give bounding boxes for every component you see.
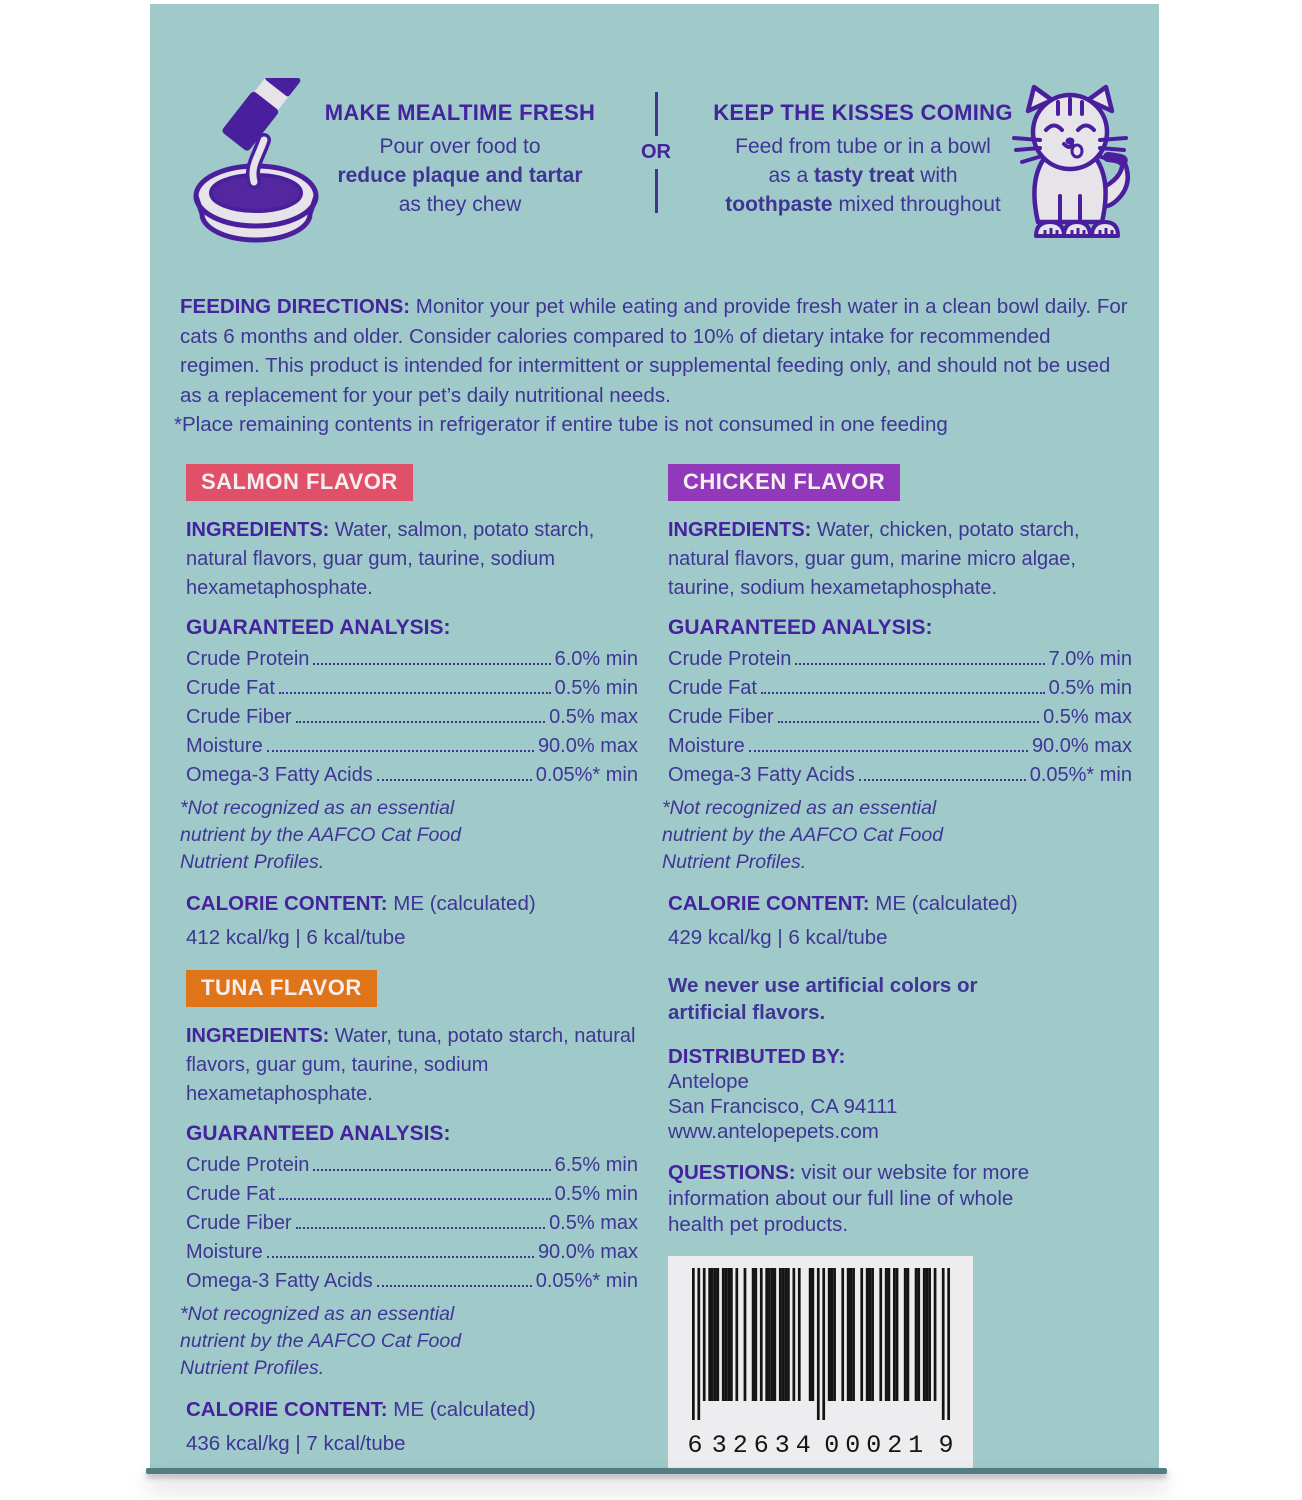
- ingredients: INGREDIENTS: Water, tuna, potato starch, natural flavors, guar gum, taurine, sodium hexametaphosphate.: [186, 1025, 636, 1105]
- calorie-value: 412 kcal/kg | 6 kcal/tube: [186, 926, 406, 949]
- aafco-footnote: *Not recognized as an essential nutrient by the AAFCO Cat Food Nutrient Profiles.: [662, 797, 944, 873]
- leader-dots: [761, 692, 1045, 694]
- leader-dots: [377, 1285, 532, 1287]
- analysis-row: Crude Fiber 0.5% max: [186, 706, 638, 728]
- guaranteed-analysis-table: [668, 645, 1132, 790]
- company-info-section: [668, 972, 1132, 1468]
- banner-left-line2: reduce plaque and tartar: [337, 164, 583, 187]
- banner-left: [312, 100, 608, 219]
- leader-dots: [795, 663, 1044, 665]
- ingredients: INGREDIENTS: Water, chicken, potato starch, natural flavors, guar gum, marine micro algae, taurine, sodium hexametaphosphate.: [668, 519, 1080, 599]
- no-artificial-statement: We never use artificial colors or artificial flavors.: [668, 974, 978, 1024]
- banner-left-line1: Pour over food to: [379, 135, 541, 158]
- salmon-flavor-section: [180, 464, 638, 950]
- leader-dots: [279, 1198, 551, 1200]
- leader-dots: [778, 721, 1039, 723]
- leader-dots: [267, 1256, 534, 1258]
- analysis-row: Crude Protein 6.0% min: [186, 648, 638, 670]
- or-label: OR: [641, 141, 671, 163]
- feeding-directions-label: FEEDING DIRECTIONS:: [180, 295, 411, 318]
- leader-dots: [267, 750, 534, 752]
- banner-left-line3: as they chew: [398, 193, 522, 216]
- chicken-flavor-badge: CHICKEN FLAVOR: [668, 464, 900, 501]
- feeding-directions-footnote: *Place remaining contents in refrigerator if entire tube is not consumed in one feeding: [174, 413, 948, 436]
- leader-dots: [279, 692, 551, 694]
- calorie-value: 429 kcal/kg | 6 kcal/tube: [668, 926, 888, 949]
- analysis-row: Crude Fat 0.5% min: [668, 677, 1132, 699]
- guaranteed-analysis-label: GUARANTEED ANALYSIS:: [186, 1122, 451, 1145]
- aafco-footnote: *Not recognized as an essential nutrient by the AAFCO Cat Food Nutrient Profiles.: [180, 797, 462, 873]
- guaranteed-analysis-table: [186, 1151, 638, 1296]
- banner-right: [690, 100, 1036, 219]
- analysis-row: Omega-3 Fatty Acids 0.05%* min: [186, 1270, 638, 1292]
- guaranteed-analysis-table: [186, 645, 638, 790]
- banner-right-title: KEEP THE KISSES COMING: [713, 100, 1013, 125]
- banner-right-line2: as a tasty treat with: [768, 164, 958, 187]
- questions-note: QUESTIONS: visit our website for more information about our full line of whole health pet products.: [668, 1161, 1030, 1236]
- analysis-row: Omega-3 Fatty Acids 0.05%* min: [668, 764, 1132, 786]
- guaranteed-analysis-label: GUARANTEED ANALYSIS:: [668, 616, 933, 639]
- leader-dots: [749, 750, 1028, 752]
- ingredients: INGREDIENTS: Water, salmon, potato starch, natural flavors, guar gum, taurine, sodium hexametaphosphate.: [186, 519, 595, 599]
- analysis-row: Moisture 90.0% max: [668, 735, 1132, 757]
- analysis-row: Crude Protein 7.0% min: [668, 648, 1132, 670]
- analysis-row: Crude Fiber 0.5% max: [668, 706, 1132, 728]
- company-name: Antelope: [668, 1070, 749, 1093]
- salmon-flavor-badge: SALMON FLAVOR: [186, 464, 413, 501]
- package-back-panel: [150, 4, 1159, 1468]
- leader-dots: [313, 1169, 550, 1171]
- calorie-content: CALORIE CONTENT: ME (calculated): [186, 892, 536, 915]
- toothpaste-tube-pouring-icon: [178, 78, 330, 248]
- or-divider: [638, 92, 674, 230]
- banner-left-title: MAKE MEALTIME FRESH: [324, 100, 596, 125]
- barcode-digits: 6 32634 00021 9: [687, 1431, 954, 1460]
- distributed-by-label: DISTRIBUTED BY:: [668, 1045, 846, 1068]
- company-address: San Francisco, CA 94111: [668, 1095, 898, 1118]
- analysis-row: Crude Protein 6.5% min: [186, 1154, 638, 1176]
- banner-right-line3: toothpaste mixed throughout: [725, 193, 1001, 216]
- calorie-content: CALORIE CONTENT: ME (calculated): [668, 892, 1018, 915]
- analysis-row: Omega-3 Fatty Acids 0.05%* min: [186, 764, 638, 786]
- analysis-row: Moisture 90.0% max: [186, 735, 638, 757]
- cat-icon: [1008, 84, 1132, 240]
- chicken-flavor-section: [662, 464, 1132, 950]
- leader-dots: [296, 721, 545, 723]
- feeding-directions: [174, 292, 1132, 440]
- divider-line-top: [655, 92, 658, 136]
- upc-barcode: [668, 1256, 973, 1468]
- leader-dots: [377, 779, 532, 781]
- analysis-row: Crude Fat 0.5% min: [186, 1183, 638, 1205]
- tuna-flavor-badge: TUNA FLAVOR: [186, 970, 377, 1007]
- guaranteed-analysis-label: GUARANTEED ANALYSIS:: [186, 616, 451, 639]
- calorie-value: 436 kcal/kg | 7 kcal/tube: [186, 1432, 406, 1455]
- leader-dots: [296, 1227, 545, 1229]
- banner-right-line1: Feed from tube or in a bowl: [735, 135, 991, 158]
- tuna-flavor-section: [180, 970, 638, 1456]
- leader-dots: [313, 663, 550, 665]
- company-website: www.antelopepets.com: [668, 1120, 879, 1143]
- divider-line-bottom: [655, 169, 658, 213]
- barcode-bars: [692, 1268, 950, 1420]
- analysis-row: Crude Fat 0.5% min: [186, 677, 638, 699]
- analysis-row: Crude Fiber 0.5% max: [186, 1212, 638, 1234]
- analysis-row: Moisture 90.0% max: [186, 1241, 638, 1263]
- aafco-footnote: *Not recognized as an essential nutrient by the AAFCO Cat Food Nutrient Profiles.: [180, 1303, 462, 1379]
- calorie-content: CALORIE CONTENT: ME (calculated): [186, 1398, 536, 1421]
- leader-dots: [859, 779, 1026, 781]
- feeding-directions-text: Monitor your pet while eating and provide fresh water in a clean bowl daily. For cats 6 months and older. Consider calories compared to 10% of dietary intake for recommended regimen. This product is intended for intermittent or supplemental feeding only, and should not be used as a replacement for your pet’s daily nutritional needs.: [180, 295, 1128, 407]
